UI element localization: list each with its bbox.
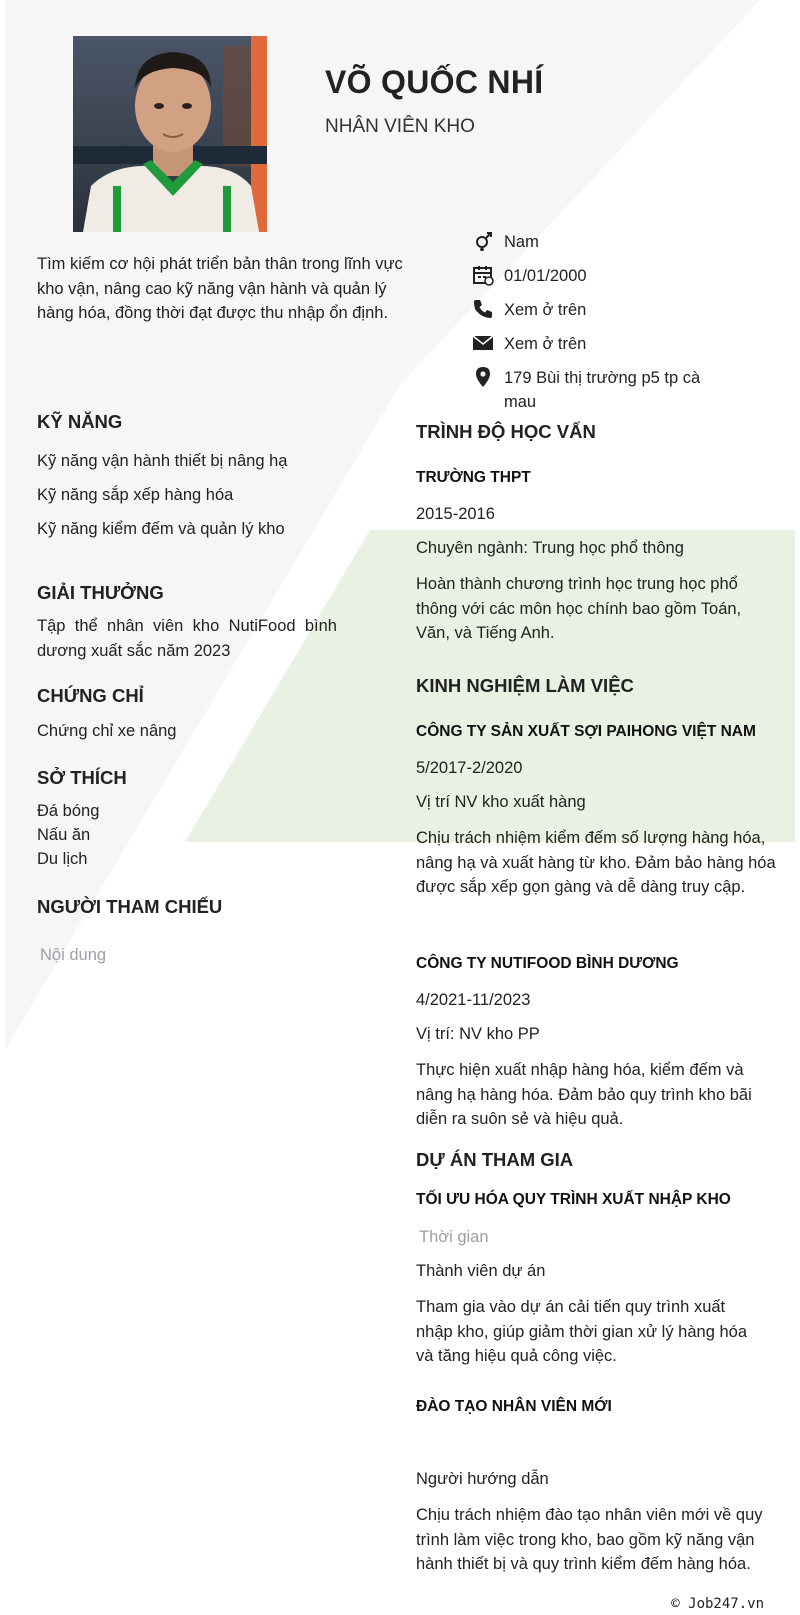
education-title: TRÌNH ĐỘ HỌC VẤN [416, 421, 596, 442]
skill-item: Kỹ năng kiểm đếm và quản lý kho [37, 520, 285, 538]
job-title: NHÂN VIÊN KHO [325, 116, 475, 137]
project-name: ĐÀO TẠO NHÂN VIÊN MỚI [416, 1398, 612, 1415]
project-role: Người hướng dẫn [416, 1470, 549, 1488]
award-text: Tập thể nhân viên kho NutiFood bình dương xuất sắc năm 2023 [37, 617, 337, 660]
job-period: 5/2017-2/2020 [416, 759, 523, 777]
job-description: Chịu trách nhiệm kiểm đếm số lượng hàng hóa, nâng hạ và xuất hàng từ kho. Đảm bảo hàng hóa được sắp xếp gọn gàng và dễ dàng truy cập. [416, 829, 776, 896]
hobby-item: Đá bóng [37, 802, 100, 820]
education-school: TRƯỜNG THPT [416, 469, 531, 486]
phone-value: Xem ở trên [504, 301, 587, 319]
birthday-value: 01/01/2000 [504, 267, 587, 285]
hobbies-title: SỞ THÍCH [37, 767, 127, 788]
references-placeholder: Nội dung [40, 946, 107, 964]
gender-value: Nam [504, 233, 539, 251]
certificates-title: CHỨNG CHỈ [37, 685, 144, 706]
project-description: Chịu trách nhiệm đào tạo nhân viên mới về quy trình làm việc trong kho, bao gồm kỹ năng vận hành thiết bị và quy trình kiểm đếm hàng hóa. [416, 1506, 763, 1573]
career-objective: Tìm kiếm cơ hội phát triển bản thân trong lĩnh vực kho vận, nâng cao kỹ năng vận hành và quản lý hàng hóa, đồng thời đạt được thu nhập ổn định. [37, 255, 403, 322]
project-period-placeholder: Thời gian [419, 1228, 489, 1246]
contact-gender [472, 230, 719, 254]
gender-icon [472, 230, 494, 252]
address-value: 179 Bùi thị trường p5 tp cà mau [504, 369, 701, 411]
email-icon [472, 332, 494, 354]
skill-item: Kỹ năng vận hành thiết bị nâng hạ [37, 452, 288, 470]
experience-title: KINH NGHIỆM LÀM VIỆC [416, 675, 634, 696]
contact-email [472, 332, 719, 356]
location-icon [472, 366, 494, 388]
skill-item: Kỹ năng sắp xếp hàng hóa [37, 486, 234, 504]
footer-watermark: © Job247.vn [671, 1596, 764, 1612]
phone-icon [472, 298, 494, 320]
contact-address [472, 366, 719, 414]
project-description: Tham gia vào dự án cải tiến quy trình xuất nhập kho, giúp giảm thời gian xử lý hàng hóa và tăng hiệu quả công việc. [416, 1298, 747, 1365]
hobby-item: Du lịch [37, 850, 88, 868]
job-company: CÔNG TY NUTIFOOD BÌNH DƯƠNG [416, 955, 679, 972]
job-position: Vị trí NV kho xuất hàng [416, 793, 586, 811]
skills-title: KỸ NĂNG [37, 411, 123, 432]
job-period: 4/2021-11/2023 [416, 991, 531, 1009]
references-title: NGƯỜI THAM CHIẾU [37, 896, 223, 917]
job-position: Vị trí: NV kho PP [416, 1025, 540, 1043]
email-value: Xem ở trên [504, 335, 587, 353]
education-period: 2015-2016 [416, 505, 495, 523]
job-description: Thực hiện xuất nhập hàng hóa, kiểm đếm và nâng hạ hàng hóa. Đảm bảo quy trình kho bãi diễn ra suôn sẻ và hiệu quả. [416, 1061, 752, 1128]
certificate-text: Chứng chỉ xe nâng [37, 722, 177, 740]
candidate-name: VÕ QUỐC NHÍ [325, 64, 544, 100]
hobby-item: Nấu ăn [37, 826, 91, 844]
project-name: TỐI ƯU HÓA QUY TRÌNH XUẤT NHẬP KHO [416, 1191, 731, 1208]
job-company: CÔNG TY SẢN XUẤT SỢI PAIHONG VIỆT NAM [416, 723, 756, 740]
contact-phone [472, 298, 719, 322]
calendar-icon [472, 264, 494, 286]
profile-photo [73, 36, 267, 232]
projects-title: DỰ ÁN THAM GIA [416, 1149, 574, 1170]
awards-title: GIẢI THƯỞNG [37, 582, 164, 603]
education-description: Hoàn thành chương trình học trung học phổ thông với các môn học chính bao gồm Toán, Văn, và Tiếng Anh. [416, 575, 742, 642]
project-role: Thành viên dự án [416, 1262, 546, 1280]
education-major: Chuyên ngành: Trung học phổ thông [416, 539, 684, 557]
contact-birthday [472, 264, 719, 288]
